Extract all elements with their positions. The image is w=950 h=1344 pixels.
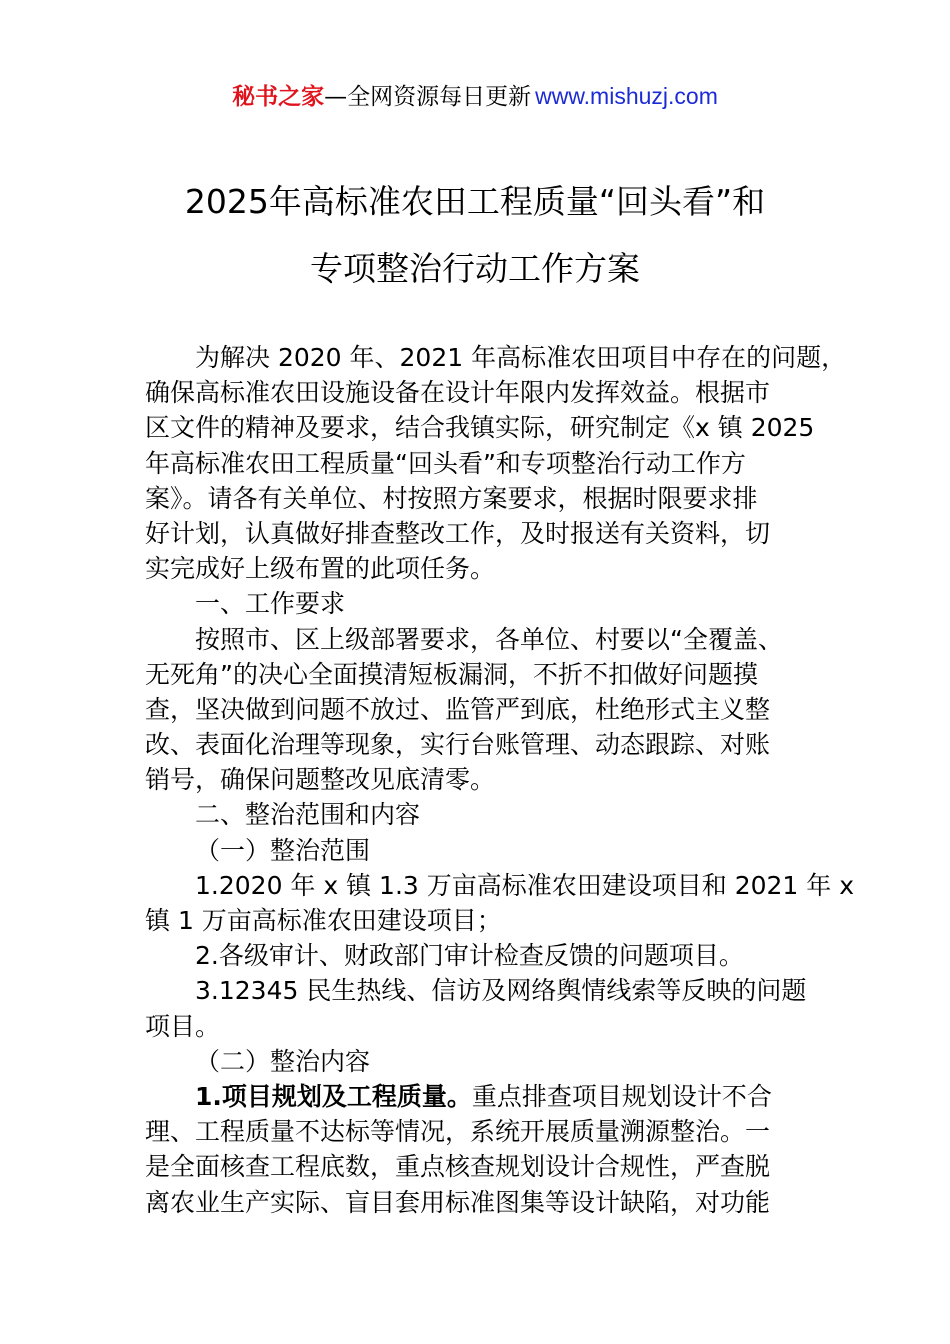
section-heading: 二、整治范围和内容 xyxy=(195,800,421,830)
paragraph-line: 理、工程质量不达标等情况，系统开展质量溯源整治。一 xyxy=(145,1117,771,1147)
list-item: 1.2020 年 x 镇 1.3 万亩高标准农田建设项目和 2021 年 x xyxy=(195,870,855,900)
paragraph-line: 为解决 2020 年、2021 年高标准农田项目中存在的问题， xyxy=(195,343,847,372)
paragraph-line: 离农业生产实际、盲目套用标准图集等设计缺陷，对功能 xyxy=(145,1187,771,1217)
paragraph-line: 年高标准农田工程质量“回头看”和专项整治行动工作方 xyxy=(145,448,746,478)
paragraph-line: 确保高标准农田设施设备在设计年限内发挥效益。根据市 xyxy=(145,378,771,408)
list-item: 3.12345 民生热线、信访及网络舆情线索等反映的问题 xyxy=(195,976,807,1006)
subsection-heading: （一）整治范围 xyxy=(195,835,371,865)
paragraph-line: 是全面核查工程底数，重点核查规划设计合规性，严查脱 xyxy=(145,1152,771,1182)
paragraph-line: 销号，确保问题整改见底清零。 xyxy=(145,765,496,795)
brand-name: 秘书之家 xyxy=(232,84,325,110)
paragraph-line: 改、表面化治理等现象，实行台账管理、动态跟踪、对账 xyxy=(145,730,771,760)
paragraph-line xyxy=(145,1079,810,1114)
paragraph-line: 查，坚决做到问题不放过、监管严到底，杜绝形式主义整 xyxy=(145,694,771,724)
bold-lead-in: 1.项目规划及工程质量。 xyxy=(195,1081,472,1111)
paragraph-line: 案》。请各有关单位、村按照方案要求，根据时限要求排 xyxy=(145,483,758,513)
subsection-heading: （二）整治内容 xyxy=(195,1046,371,1076)
paragraph-line: 实完成好上级布置的此项任务。 xyxy=(145,554,496,584)
list-item-continuation: 镇 1 万亩高标准农田建设项目； xyxy=(145,906,502,935)
list-item-continuation: 项目。 xyxy=(145,1011,221,1041)
section-heading: 一、工作要求 xyxy=(195,589,346,619)
paragraph-line: 区文件的精神及要求，结合我镇实际，研究制定《x 镇 2025 xyxy=(145,413,815,443)
header-tagline: —全网资源每日更新 xyxy=(324,84,532,110)
list-item: 2.各级审计、财政部门审计检查反馈的问题项目。 xyxy=(195,941,744,971)
paragraph-text: 重点排查项目规划设计不合 xyxy=(471,1081,772,1111)
paragraph-line: 按照市、区上级部署要求，各单位、村要以“全覆盖、 xyxy=(195,624,783,654)
paragraph-line: 无死角”的决心全面摸清短板漏洞，不折不扣做好问题摸 xyxy=(145,659,758,689)
document-body xyxy=(145,340,855,1220)
paragraph-line: 好计划，认真做好排查整改工作，及时报送有关资料，切 xyxy=(145,518,771,548)
document-title-line-2: 专项整治行动工作方案 xyxy=(310,249,640,288)
site-header xyxy=(0,80,950,113)
site-link[interactable]: www.mishuzj.com xyxy=(535,83,718,109)
document-title-line-1: 2025年高标准农田工程质量“回头看”和 xyxy=(184,182,766,221)
